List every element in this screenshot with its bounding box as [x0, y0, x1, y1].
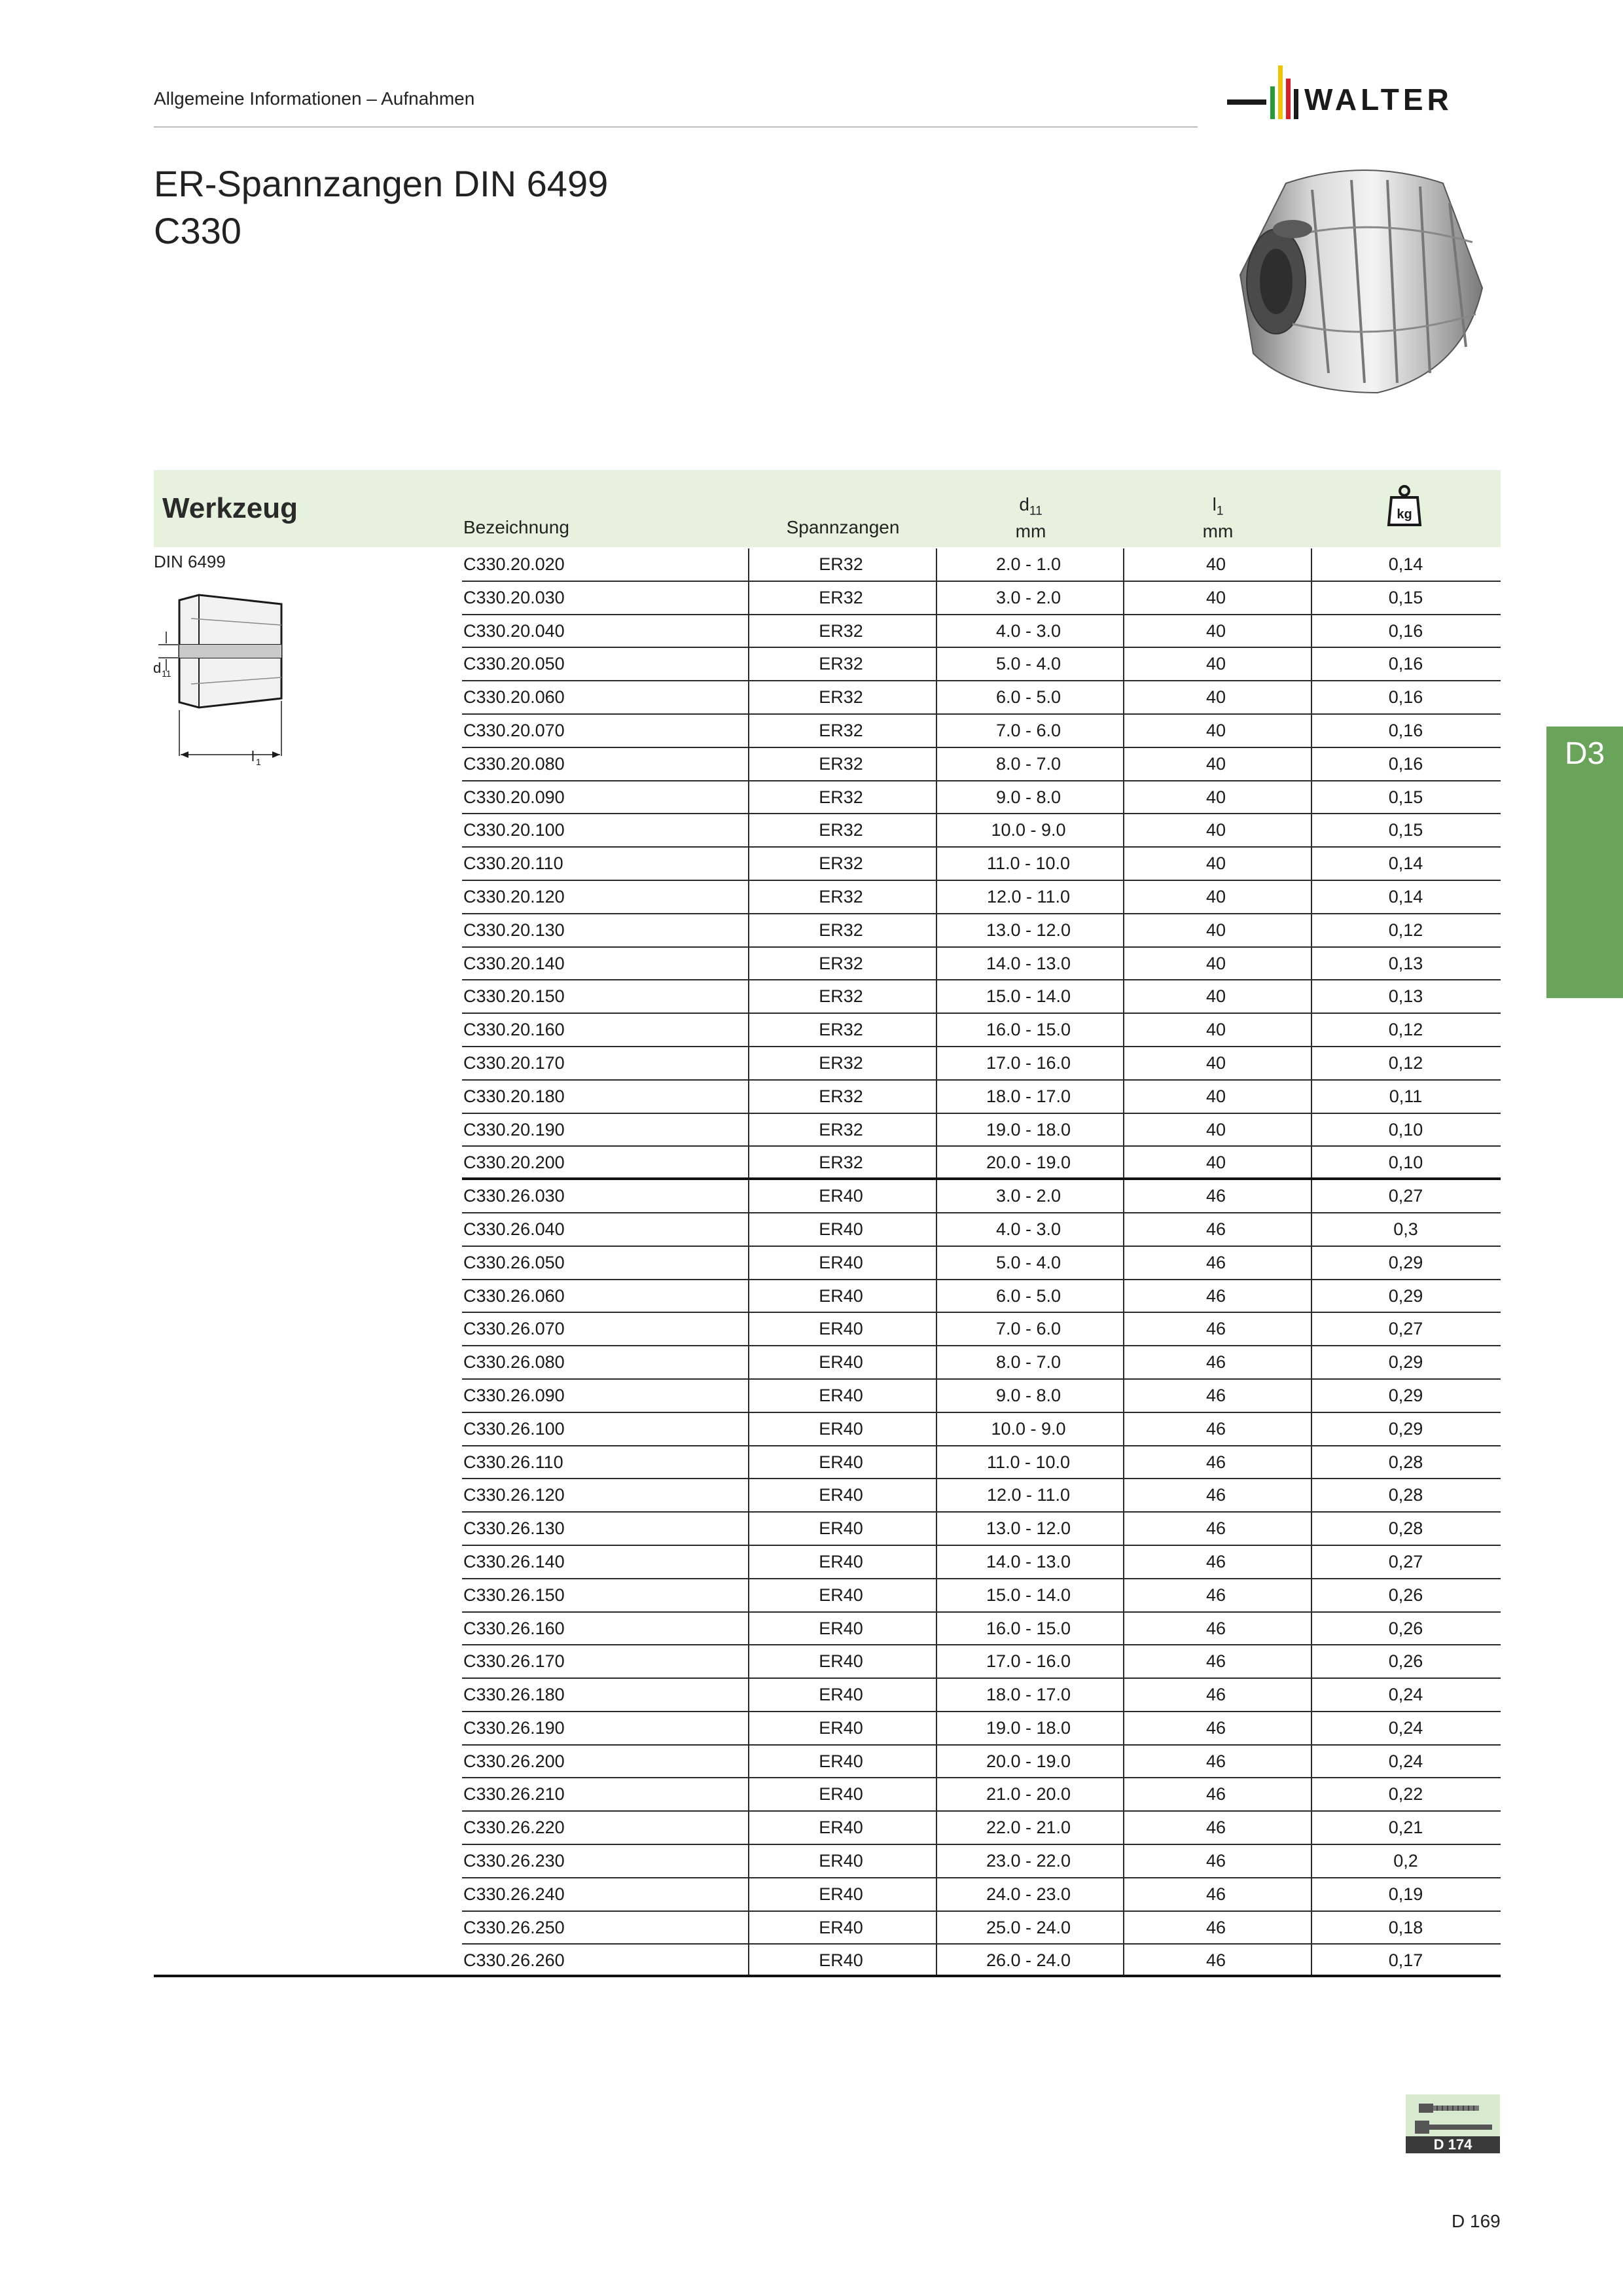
cell-l1: 46	[1205, 1818, 1226, 1838]
cell-collet: ER32	[819, 687, 863, 708]
cell-d11: 9.0 - 8.0	[995, 1385, 1061, 1405]
cell-weight: 0,27	[1388, 1551, 1423, 1571]
cell-l1: 46	[1205, 1685, 1226, 1705]
table-row	[462, 781, 1501, 815]
table-row	[462, 1479, 1501, 1513]
cell-collet: ER32	[819, 853, 863, 874]
cell-d11: 11.0 - 10.0	[986, 1452, 1071, 1472]
table-row	[462, 848, 1501, 881]
cell-l1: 46	[1205, 1851, 1226, 1871]
cell-collet: ER40	[819, 1551, 863, 1571]
page-title: ER-Spannzangen DIN 6499	[154, 163, 609, 204]
cell-weight: 0,15	[1388, 787, 1423, 807]
cell-designation: C330.20.120	[463, 886, 565, 906]
cell-l1: 46	[1205, 1319, 1226, 1339]
cell-l1: 40	[1205, 1086, 1226, 1106]
l1-unit: mm	[1202, 520, 1234, 541]
walter-logo	[1227, 60, 1502, 132]
cell-weight: 0,24	[1388, 1685, 1423, 1705]
column-header-collet: Spannzangen	[786, 517, 900, 537]
column-header-l1	[1123, 495, 1313, 541]
cell-weight: 0,10	[1388, 1153, 1423, 1173]
cell-collet: ER40	[819, 1651, 863, 1672]
chapter-tab-d3[interactable]	[1546, 726, 1623, 998]
table-row	[462, 1845, 1501, 1878]
cell-l1: 46	[1205, 1651, 1226, 1672]
cell-l1: 46	[1205, 1418, 1226, 1439]
cell-l1: 46	[1205, 1751, 1226, 1771]
cell-collet: ER40	[819, 1751, 863, 1771]
cell-d11: 4.0 - 3.0	[995, 620, 1061, 641]
cell-collet: ER32	[819, 720, 863, 740]
cross-reference-label: D 174	[1433, 2136, 1472, 2153]
cell-d11: 16.0 - 15.0	[986, 1020, 1071, 1040]
cell-collet: ER40	[819, 1518, 863, 1539]
cell-weight: 0,12	[1388, 920, 1423, 940]
cell-weight: 0,2	[1393, 1851, 1418, 1871]
cell-collet: ER32	[819, 1153, 863, 1173]
cell-designation: C330.20.060	[463, 687, 565, 708]
table-row	[462, 1147, 1501, 1180]
cell-d11: 3.0 - 2.0	[995, 1186, 1061, 1206]
table-row	[462, 615, 1501, 649]
cell-l1: 40	[1205, 554, 1226, 574]
table-row	[462, 1778, 1501, 1812]
cell-designation: C330.26.240	[463, 1884, 565, 1904]
cell-collet: ER40	[819, 1618, 863, 1638]
cell-l1: 46	[1205, 1717, 1226, 1738]
cell-d11: 12.0 - 11.0	[986, 1485, 1071, 1505]
cell-d11: 15.0 - 14.0	[986, 1585, 1071, 1605]
cell-l1: 46	[1205, 1518, 1226, 1539]
cell-d11: 17.0 - 16.0	[986, 1651, 1071, 1672]
cell-collet: ER32	[819, 953, 863, 973]
cell-designation: C330.26.210	[463, 1784, 565, 1804]
cell-collet: ER40	[819, 1685, 863, 1705]
cell-l1: 46	[1205, 1784, 1226, 1804]
cell-designation: C330.26.170	[463, 1651, 565, 1672]
cell-designation: C330.26.230	[463, 1851, 565, 1871]
table-row	[462, 548, 1501, 582]
cell-d11: 24.0 - 23.0	[986, 1884, 1071, 1904]
collet-technical-drawing	[152, 586, 342, 776]
cell-collet: ER32	[819, 1020, 863, 1040]
table-row	[462, 1413, 1501, 1446]
cell-collet: ER32	[819, 820, 863, 840]
l1-subscript: 1	[1216, 504, 1224, 518]
cell-l1: 46	[1205, 1884, 1226, 1904]
chapter-tab-label: D3	[1564, 736, 1605, 771]
table-row	[462, 1645, 1501, 1679]
cell-d11: 11.0 - 10.0	[986, 853, 1071, 874]
cell-collet: ER40	[819, 1352, 863, 1372]
table-row	[462, 1213, 1501, 1247]
cell-d11: 4.0 - 3.0	[995, 1219, 1061, 1239]
table-row	[462, 715, 1501, 748]
drawing-label-d-sub: 11	[162, 668, 171, 679]
cell-weight: 0,27	[1388, 1186, 1423, 1206]
cell-d11: 10.0 - 9.0	[991, 1418, 1066, 1439]
cell-d11: 6.0 - 5.0	[995, 1285, 1061, 1306]
cell-designation: C330.20.190	[463, 1119, 565, 1139]
cell-d11: 9.0 - 8.0	[995, 787, 1061, 807]
cell-l1: 40	[1205, 920, 1226, 940]
cell-weight: 0,13	[1388, 986, 1423, 1007]
cell-weight: 0,16	[1388, 687, 1423, 708]
cell-weight: 0,28	[1388, 1485, 1423, 1505]
cell-collet: ER32	[819, 1052, 863, 1073]
cell-designation: C330.26.200	[463, 1751, 565, 1771]
table-row	[462, 1613, 1501, 1646]
table-row	[462, 1081, 1501, 1114]
cell-l1: 40	[1205, 1119, 1226, 1139]
cell-d11: 2.0 - 1.0	[995, 554, 1061, 574]
cell-weight: 0,29	[1388, 1385, 1423, 1405]
cell-l1: 46	[1205, 1452, 1226, 1472]
cell-d11: 7.0 - 6.0	[995, 720, 1061, 740]
cell-collet: ER40	[819, 1418, 863, 1439]
table-row	[462, 1912, 1501, 1945]
cell-designation: C330.20.020	[463, 554, 565, 574]
cell-weight: 0,13	[1388, 953, 1423, 973]
cell-d11: 13.0 - 12.0	[986, 1518, 1071, 1539]
collet-product-image	[1214, 157, 1502, 406]
cell-collet: ER40	[819, 1917, 863, 1937]
cell-designation: C330.20.140	[463, 953, 565, 973]
section-label-werkzeug: Werkzeug	[162, 492, 298, 524]
collet-table	[462, 548, 1501, 1978]
cell-designation: C330.26.040	[463, 1219, 565, 1239]
cell-l1: 40	[1205, 1052, 1226, 1073]
cell-designation: C330.26.070	[463, 1319, 565, 1339]
cell-collet: ER40	[819, 1717, 863, 1738]
table-row	[462, 1546, 1501, 1579]
table-row	[462, 748, 1501, 781]
cell-collet: ER32	[819, 920, 863, 940]
cell-weight: 0,29	[1388, 1352, 1423, 1372]
cell-d11: 17.0 - 16.0	[986, 1052, 1071, 1073]
table-row	[462, 948, 1501, 981]
cell-collet: ER40	[819, 1285, 863, 1306]
cell-collet: ER40	[819, 1851, 863, 1871]
cell-l1: 40	[1205, 1020, 1226, 1040]
cell-designation: C330.26.150	[463, 1585, 565, 1605]
cell-weight: 0,19	[1388, 1884, 1423, 1904]
cell-collet: ER32	[819, 554, 863, 574]
cross-reference-d174[interactable]	[1406, 2094, 1500, 2153]
logo-wordmark: WALTER	[1304, 82, 1453, 117]
cell-designation: C330.26.100	[463, 1418, 565, 1439]
table-row	[462, 1313, 1501, 1346]
cell-weight: 0,29	[1388, 1252, 1423, 1272]
page-number: D 169	[1452, 2211, 1501, 2231]
table-row	[462, 1014, 1501, 1047]
cell-weight: 0,24	[1388, 1751, 1423, 1771]
cell-designation: C330.26.120	[463, 1485, 565, 1505]
weight-kg-icon	[1386, 484, 1423, 528]
cell-weight: 0,15	[1388, 587, 1423, 607]
cell-l1: 40	[1205, 953, 1226, 973]
cell-weight: 0,27	[1388, 1319, 1423, 1339]
cell-weight: 0,16	[1388, 654, 1423, 674]
cell-l1: 40	[1205, 787, 1226, 807]
cell-weight: 0,16	[1388, 753, 1423, 774]
cell-collet: ER40	[819, 1319, 863, 1339]
cell-designation: C330.20.080	[463, 753, 565, 774]
cell-collet: ER32	[819, 986, 863, 1007]
cell-weight: 0,11	[1389, 1086, 1423, 1106]
cell-weight: 0,16	[1388, 620, 1423, 641]
cell-d11: 7.0 - 6.0	[995, 1319, 1061, 1339]
cell-d11: 12.0 - 11.0	[986, 886, 1071, 906]
cell-d11: 25.0 - 24.0	[986, 1917, 1071, 1937]
cell-weight: 0,10	[1388, 1119, 1423, 1139]
cell-designation: C330.26.050	[463, 1252, 565, 1272]
cell-designation: C330.26.090	[463, 1385, 565, 1405]
cell-weight: 0,12	[1388, 1020, 1423, 1040]
cell-collet: ER32	[819, 620, 863, 641]
cell-weight: 0,17	[1388, 1950, 1423, 1971]
cell-designation: C330.26.130	[463, 1518, 565, 1539]
table-row	[462, 814, 1501, 848]
cell-l1: 40	[1205, 720, 1226, 740]
cell-l1: 40	[1205, 886, 1226, 906]
cell-collet: ER40	[819, 1186, 863, 1206]
cell-weight: 0,14	[1388, 554, 1423, 574]
column-header-d11	[936, 495, 1126, 541]
cell-collet: ER40	[819, 1385, 863, 1405]
table-row	[462, 1180, 1501, 1213]
cell-designation: C330.26.160	[463, 1618, 565, 1638]
cell-l1: 46	[1205, 1252, 1226, 1272]
cell-collet: ER40	[819, 1784, 863, 1804]
cell-collet: ER40	[819, 1252, 863, 1272]
table-row	[462, 1047, 1501, 1081]
cell-d11: 8.0 - 7.0	[995, 1352, 1061, 1372]
table-bottom-rule	[154, 1975, 1501, 1977]
cell-collet: ER40	[819, 1485, 863, 1505]
cell-d11: 23.0 - 22.0	[986, 1851, 1071, 1871]
cell-designation: C330.20.030	[463, 587, 565, 607]
tool-standard-label: DIN 6499	[154, 552, 226, 571]
cell-collet: ER40	[819, 1219, 863, 1239]
table-row	[462, 881, 1501, 914]
cell-d11: 16.0 - 15.0	[986, 1618, 1071, 1638]
table-row	[462, 1579, 1501, 1613]
table-row	[462, 1746, 1501, 1779]
drawing-label-d: d	[153, 660, 162, 676]
cell-weight: 0,21	[1388, 1818, 1423, 1838]
cell-l1: 40	[1205, 587, 1226, 607]
cell-d11: 13.0 - 12.0	[986, 920, 1071, 940]
cell-designation: C330.26.030	[463, 1186, 565, 1206]
cell-d11: 19.0 - 18.0	[986, 1119, 1071, 1139]
table-row	[462, 582, 1501, 615]
cell-collet: ER32	[819, 1119, 863, 1139]
cell-collet: ER40	[819, 1818, 863, 1838]
table-row	[462, 1446, 1501, 1480]
cell-designation: C330.26.060	[463, 1285, 565, 1306]
cell-designation: C330.20.100	[463, 820, 565, 840]
d11-subscript: 11	[1029, 504, 1043, 518]
cell-d11: 3.0 - 2.0	[995, 587, 1061, 607]
cell-designation: C330.26.140	[463, 1551, 565, 1571]
table-row	[462, 681, 1501, 715]
cell-collet: ER32	[819, 753, 863, 774]
cell-collet: ER32	[819, 587, 863, 607]
cell-designation: C330.26.250	[463, 1917, 565, 1937]
cell-l1: 40	[1205, 986, 1226, 1007]
drawing-label-l: l	[251, 748, 255, 764]
cell-collet: ER32	[819, 886, 863, 906]
cell-weight: 0,26	[1388, 1618, 1423, 1638]
page-subtitle: C330	[154, 210, 241, 251]
cell-weight: 0,22	[1388, 1784, 1423, 1804]
table-row	[462, 1679, 1501, 1712]
table-row	[462, 1878, 1501, 1912]
cell-d11: 14.0 - 13.0	[986, 1551, 1071, 1571]
cell-d11: 26.0 - 24.0	[986, 1950, 1071, 1971]
cell-weight: 0,28	[1388, 1518, 1423, 1539]
table-row	[462, 648, 1501, 681]
cell-designation: C330.20.090	[463, 787, 565, 807]
cell-d11: 5.0 - 4.0	[995, 654, 1061, 674]
cell-d11: 5.0 - 4.0	[995, 1252, 1061, 1272]
cell-collet: ER40	[819, 1452, 863, 1472]
weight-icon-label: kg	[1397, 507, 1412, 522]
table-row	[462, 1247, 1501, 1280]
cell-l1: 46	[1205, 1551, 1226, 1571]
cell-weight: 0,29	[1388, 1418, 1423, 1439]
cell-l1: 46	[1205, 1352, 1226, 1372]
cell-designation: C330.26.110	[463, 1452, 563, 1472]
cell-collet: ER40	[819, 1884, 863, 1904]
cell-collet: ER40	[819, 1585, 863, 1605]
cell-weight: 0,24	[1388, 1717, 1423, 1738]
cell-designation: C330.20.180	[463, 1086, 565, 1106]
cell-d11: 18.0 - 17.0	[986, 1086, 1071, 1106]
cell-d11: 20.0 - 19.0	[986, 1153, 1071, 1173]
cell-d11: 15.0 - 14.0	[986, 986, 1071, 1007]
cell-designation: C330.20.160	[463, 1020, 565, 1040]
cell-l1: 40	[1205, 820, 1226, 840]
header-divider	[154, 126, 1198, 128]
cell-l1: 46	[1205, 1385, 1226, 1405]
table-row	[462, 1712, 1501, 1746]
cell-designation: C330.26.220	[463, 1818, 565, 1838]
cell-weight: 0,26	[1388, 1585, 1423, 1605]
cell-collet: ER32	[819, 787, 863, 807]
cell-d11: 14.0 - 13.0	[986, 953, 1071, 973]
d11-unit: mm	[1015, 520, 1046, 541]
cell-designation: C330.20.040	[463, 620, 565, 641]
table-row	[462, 1346, 1501, 1380]
cell-l1: 46	[1205, 1950, 1226, 1971]
cell-weight: 0,29	[1388, 1285, 1423, 1306]
cell-l1: 46	[1205, 1219, 1226, 1239]
cell-weight: 0,3	[1393, 1219, 1418, 1239]
drawing-label-l-sub: 1	[256, 757, 261, 767]
cell-d11: 19.0 - 18.0	[986, 1717, 1071, 1738]
table-row	[462, 980, 1501, 1014]
cell-d11: 22.0 - 21.0	[986, 1818, 1071, 1838]
cell-designation: C330.20.150	[463, 986, 565, 1007]
cell-l1: 46	[1205, 1186, 1226, 1206]
cell-designation: C330.20.050	[463, 654, 565, 674]
cell-d11: 20.0 - 19.0	[986, 1751, 1071, 1771]
cell-designation: C330.20.110	[463, 853, 563, 874]
cell-designation: C330.26.190	[463, 1717, 565, 1738]
d11-symbol: d	[1019, 494, 1029, 514]
cell-l1: 46	[1205, 1585, 1226, 1605]
cell-d11: 18.0 - 17.0	[986, 1685, 1071, 1705]
cell-l1: 40	[1205, 620, 1226, 641]
cell-l1: 46	[1205, 1285, 1226, 1306]
cell-weight: 0,15	[1388, 820, 1423, 840]
l1-symbol: l	[1212, 494, 1217, 514]
table-row	[462, 1945, 1501, 1978]
cell-designation: C330.20.070	[463, 720, 565, 740]
cell-weight: 0,16	[1388, 720, 1423, 740]
cell-d11: 10.0 - 9.0	[991, 820, 1066, 840]
cell-weight: 0,14	[1388, 853, 1423, 874]
table-row	[462, 1280, 1501, 1314]
cell-l1: 40	[1205, 853, 1226, 874]
cell-weight: 0,12	[1388, 1052, 1423, 1073]
cell-designation: C330.20.200	[463, 1153, 565, 1173]
cell-weight: 0,18	[1388, 1917, 1423, 1937]
column-header-designation: Bezeichnung	[463, 517, 569, 537]
cell-d11: 8.0 - 7.0	[995, 753, 1061, 774]
cell-weight: 0,14	[1388, 886, 1423, 906]
cell-designation: C330.20.170	[463, 1052, 565, 1073]
cell-weight: 0,26	[1388, 1651, 1423, 1672]
cell-l1: 40	[1205, 1153, 1226, 1173]
cell-designation: C330.26.260	[463, 1950, 565, 1971]
cell-l1: 46	[1205, 1618, 1226, 1638]
cell-l1: 40	[1205, 654, 1226, 674]
cell-designation: C330.20.130	[463, 920, 565, 940]
table-row	[462, 914, 1501, 948]
cell-designation: C330.26.080	[463, 1352, 565, 1372]
cell-weight: 0,28	[1388, 1452, 1423, 1472]
cell-l1: 40	[1205, 753, 1226, 774]
cell-collet: ER40	[819, 1950, 863, 1971]
cell-d11: 21.0 - 20.0	[986, 1784, 1071, 1804]
cell-collet: ER32	[819, 1086, 863, 1106]
table-row	[462, 1114, 1501, 1147]
table-row	[462, 1513, 1501, 1546]
cell-collet: ER32	[819, 654, 863, 674]
table-row	[462, 1380, 1501, 1413]
cell-l1: 46	[1205, 1917, 1226, 1937]
cell-l1: 40	[1205, 687, 1226, 708]
table-row	[462, 1812, 1501, 1845]
cell-l1: 46	[1205, 1485, 1226, 1505]
cell-d11: 6.0 - 5.0	[995, 687, 1061, 708]
breadcrumb: Allgemeine Informationen – Aufnahmen	[154, 88, 475, 109]
cell-designation: C330.26.180	[463, 1685, 565, 1705]
